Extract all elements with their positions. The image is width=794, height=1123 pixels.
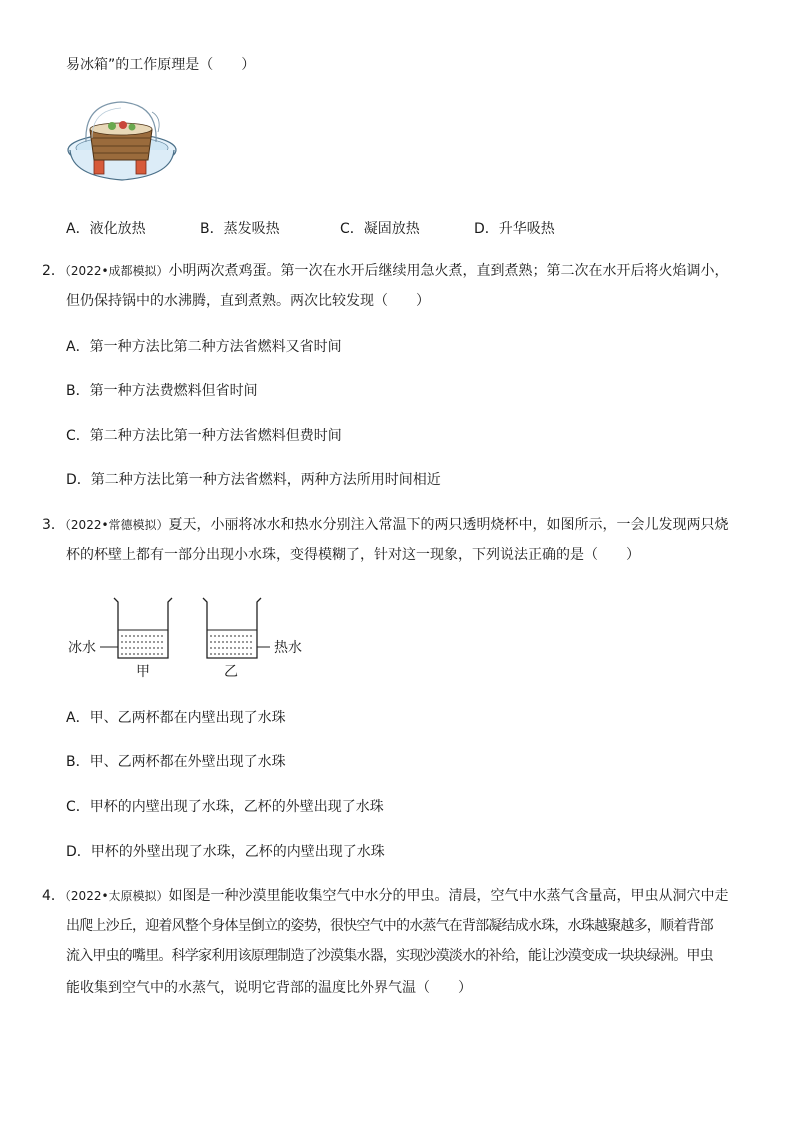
q2-option-a[interactable]: A．第一种方法比第二种方法省燃料又省时间 [66,339,342,355]
q3-option-d[interactable]: D．甲杯的外壁出现了水珠，乙杯的内壁出现了水珠 [66,844,385,860]
q4-text-line1: 如图是一种沙漠里能收集空气中水分的甲虫。清晨，空气中水蒸气含量高，甲虫从洞穴中走 [168,888,729,904]
q3-text-line1: 夏天，小丽将冰水和热水分别注入常温下的两只透明烧杯中，如图所示，一会儿发现两只烧 [168,517,729,533]
q1-option-d[interactable]: D．升华吸热 [474,221,555,237]
q2-number: 2． [42,263,65,279]
q2-option-b[interactable]: B．第一种方法费燃料但省时间 [66,383,258,399]
q1-option-c[interactable]: C．凝固放热 [340,221,420,237]
label-beaker-a: 甲 [136,664,150,680]
q2-text-line1: 小明两次煮鸡蛋。第一次在水开后继续用急火煮，直到煮熟；第二次在水开后将火焰调小， [168,263,729,279]
label-ice-water: 冰水 [68,640,96,656]
beaker-a [114,598,172,658]
q3-stem-line1 [42,516,729,534]
q2-stem-line1 [42,262,729,280]
q3-source: （2022•常德模拟） [64,518,169,532]
q1-options [66,218,626,236]
q4-stem-line3: 流入甲虫的嘴里。科学家利用该原理制造了沙漠集水器，实现沙漠淡水的补给，能让沙漠变成一块块绿洲。甲虫 [66,948,713,964]
q4-stem-line1 [42,887,729,905]
q3-option-a[interactable]: A．甲、乙两杯都在内壁出现了水珠 [66,710,286,726]
label-beaker-b: 乙 [224,664,238,680]
q2-option-c[interactable]: C．第二种方法比第一种方法省燃料但费时间 [66,428,342,444]
q3-stem-line2: 杯的杯壁上都有一部分出现小水珠，变得模糊了，针对这一现象，下列说法正确的是（ ） [66,547,640,563]
q1-stem-tail: 易冰箱”的工作原理是（ ） [66,57,256,73]
q3-number: 3． [42,517,65,533]
q4-number: 4． [42,888,65,904]
q4-stem-line4: 能收集到空气中的水蒸气，说明它背部的温度比外界气温（ ） [66,980,472,996]
q1-option-b[interactable]: B．蒸发吸热 [200,221,280,237]
label-hot-water: 热水 [274,640,302,656]
q1-cooler-image [66,98,186,186]
q4-source: （2022•太原模拟） [64,889,169,903]
q3-option-c[interactable]: C．甲杯的内壁出现了水珠，乙杯的外壁出现了水珠 [66,799,384,815]
q3-option-b[interactable]: B．甲、乙两杯都在外壁出现了水珠 [66,754,286,770]
q2-source: （2022•成都模拟） [64,264,169,278]
q2-stem-line2: 但仍保持锅中的水沸腾，直到煮熟。两次比较发现（ ） [66,293,430,309]
q3-beaker-figure [66,590,316,686]
q2-option-d[interactable]: D．第二种方法比第一种方法省燃料，两种方法所用时间相近 [66,472,441,488]
q1-option-a[interactable]: A．液化放热 [66,221,146,237]
q4-stem-line2: 出爬上沙丘，迎着风整个身体呈倒立的姿势，很快空气中的水蒸气在背部凝结成水珠，水珠越聚越多，顺着背部 [66,918,713,934]
beaker-b [203,598,261,658]
